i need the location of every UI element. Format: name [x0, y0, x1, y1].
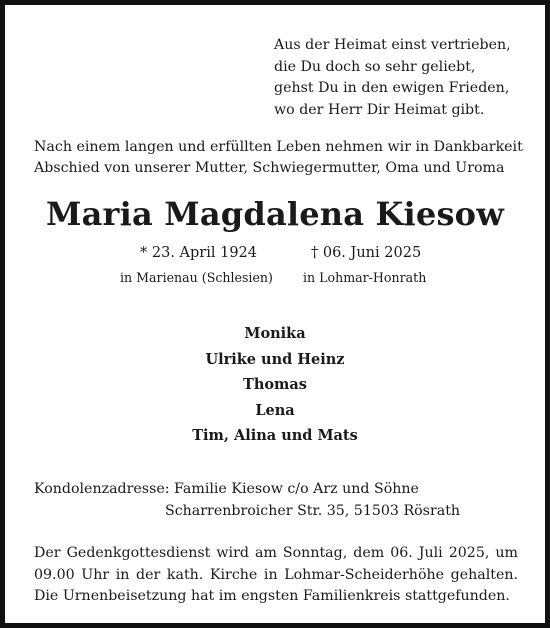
- death-place: in Lohmar-Honrath: [303, 270, 427, 285]
- poem-line: Aus der Heimat einst vertrieben,: [274, 37, 511, 53]
- condolence-address: [34, 479, 460, 522]
- condolence-street: Scharrenbroicher Str. 35, 51503 Rösrath: [165, 502, 461, 519]
- service-info: Der Gedenkgottesdienst wird am Sonntag, dem 06. Juli 2025, um 09.00 Uhr in der kath. Kirche in Lohmar-Scheiderhöhe gehalten. Die Urnenbeisetzung hat im engsten Familienkreis stattgefunden.: [34, 545, 518, 604]
- family-member: Tim, Alina und Mats: [192, 427, 358, 444]
- death-date: † 06. Juni 2025: [311, 245, 422, 261]
- memorial-poem: [274, 35, 511, 121]
- birth-place: in Marienau (Schlesien): [120, 270, 273, 285]
- condolence-line: Kondolenzadresse: Familie Kiesow c/o Arz und Söhne: [34, 481, 419, 497]
- poem-line: gehst Du in den ewigen Frieden,: [274, 80, 510, 96]
- intro-text: [34, 137, 523, 179]
- intro-line: Abschied von unserer Mutter, Schwiegermutter, Oma und Uroma: [34, 160, 505, 176]
- deceased-name: Maria Magdalena Kiesow: [46, 195, 504, 233]
- family-member: Lena: [255, 401, 295, 419]
- family-member: Thomas: [243, 376, 307, 393]
- poem-line: die Du doch so sehr geliebt,: [274, 58, 476, 75]
- family-member: Monika: [244, 325, 306, 342]
- birth-date: * 23. April 1924: [140, 245, 257, 261]
- poem-line: wo der Herr Dir Heimat gibt.: [274, 101, 485, 118]
- family-member: Ulrike und Heinz: [205, 350, 345, 368]
- intro-line: Nach einem langen und erfüllten Leben nehmen wir in Dankbarkeit: [34, 139, 523, 155]
- family-members: [5, 321, 545, 449]
